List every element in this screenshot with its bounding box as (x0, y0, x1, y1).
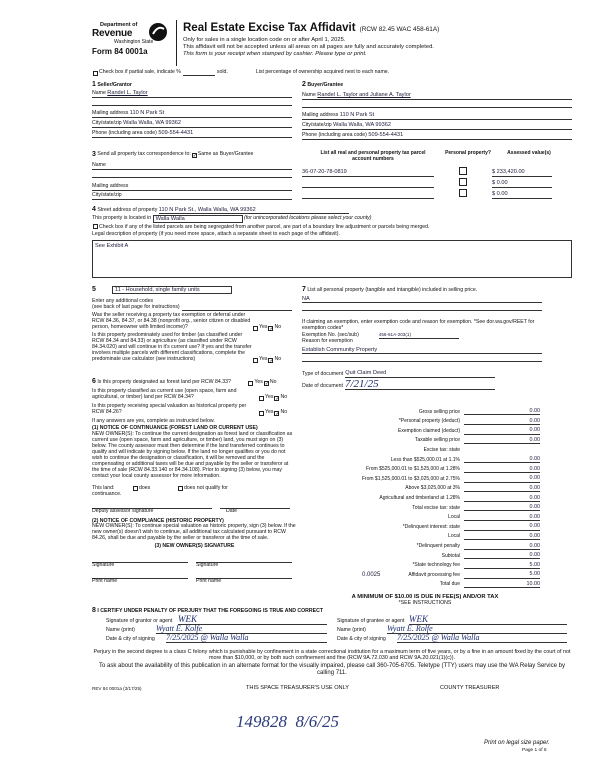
tax-label: *Personal property (deduct) (398, 418, 460, 425)
tax-row (300, 560, 540, 569)
legal-paper-note: Print on legal size paper. (484, 740, 550, 746)
grantor-date-label: Date & city of signing (106, 636, 155, 643)
personal-property-field[interactable]: NA (302, 296, 542, 303)
grantee-date-label: Date & city of signing (337, 636, 386, 643)
tax-row (300, 406, 540, 415)
buyer-phone-field[interactable]: 509-554-4431 (368, 131, 404, 138)
tax-label: Above $3,025,000 at 3% (405, 485, 460, 492)
same-as-buyer-label: Same as Buyer/Grantee (197, 151, 254, 158)
tax-label: Affidavit processing fee (408, 571, 460, 578)
dor-logo (92, 22, 176, 66)
tax-row (300, 483, 540, 492)
tax-label: From $525,000.01 to $1,525,000 at 1.28% (366, 466, 460, 473)
buyer-city-field[interactable]: Walla Walla, WA 99362 (333, 121, 391, 128)
personal-property-checkbox[interactable] (459, 178, 467, 186)
tax-label: Excise tax: state (423, 447, 460, 454)
forest-no-label: No (269, 379, 277, 386)
doc-type-field[interactable]: Quit Claim Deed (345, 370, 495, 377)
tax-value[interactable]: 0.00 (464, 418, 540, 425)
seller-name-field[interactable]: Randel L. Taylor (107, 90, 148, 97)
recording-handwritten: 149828 8/6/25 (236, 712, 339, 731)
notice1-title: (1) NOTICE OF CONTINUANCE (FOREST LAND OR CURRENT USE) (92, 424, 258, 431)
grantee-name-label: Name (print) (337, 627, 366, 634)
tax-value[interactable]: 0.00 (464, 427, 540, 434)
tax-value[interactable]: 0.00 (464, 543, 540, 550)
legal-description-field[interactable] (92, 240, 572, 278)
treasurer-use-label: THIS SPACE TREASURER'S USE ONLY (246, 685, 350, 691)
parcel-number-field[interactable]: 36-07-20-78-0819 (302, 169, 434, 176)
buyer-name-line2[interactable] (302, 100, 572, 108)
tax-row (300, 425, 540, 434)
tax-value[interactable]: 10.00 (464, 581, 540, 588)
new-owner-print1-label: Print name (92, 578, 118, 585)
exemption-no-checkbox[interactable] (268, 326, 273, 331)
dept-line3: Washington State (114, 38, 154, 45)
if-yes-note: If any answers are yes, complete as instructed below. (92, 417, 215, 424)
doc-date-label: Date of document (302, 382, 343, 389)
grantor-name-field[interactable]: Wyatt E. Kolfe (156, 625, 327, 634)
notice2-title: (2) NOTICE OF COMPLIANCE (HISTORIC PROPERTY) (92, 517, 224, 524)
timber-yes-label: Yes (259, 355, 268, 362)
parcels-col3-header: Assessed value(s) (507, 150, 551, 156)
form-number: Form 84 0001a (92, 46, 148, 56)
tax-value[interactable]: 0.00 (464, 552, 540, 559)
tax-row (300, 550, 540, 559)
parcel-row (302, 177, 572, 188)
doc-type-label: Type of document (302, 370, 344, 377)
new-owner-sig2-label: Signature (196, 562, 219, 569)
form-title: Real Estate Excise Tax Affidavit (183, 22, 356, 34)
tax-value[interactable]: 0.00 (464, 533, 540, 540)
tax-row (300, 444, 540, 453)
segregated-checkbox[interactable] (93, 224, 98, 229)
timber-no-label: No (274, 355, 282, 362)
header-note-1: Only for sales in a single location code on or after April 1, 2025. (183, 37, 346, 44)
partial-sale-label: Check box if partial sale, indicate % (99, 69, 181, 75)
correspondence-label: Send all property tax correspondence to: (97, 151, 191, 158)
assessed-value-field[interactable]: $ 233,420.00 (492, 169, 552, 176)
exemption-no-label: No (274, 323, 282, 330)
corr-city-field[interactable] (92, 193, 292, 200)
tax-value[interactable]: 5.00 (464, 562, 540, 569)
header-note-2: This affidavit will not be accepted unless all areas on all pages are fully and accurately completed. (183, 43, 434, 50)
tax-value[interactable]: 0.00 (464, 514, 540, 521)
land-use-select[interactable]: 11 - Household, single family units (112, 286, 232, 294)
tax-value[interactable]: 0.00 (464, 408, 540, 415)
correspondence-section: 3 Send all property tax correspondence to: ✓ Same as Buyer/Grantee Name Mailing address City/state/zip (92, 151, 292, 200)
additional-codes-field[interactable] (182, 306, 292, 311)
use-section: 5 11 - Household, single family units Enter any additional codes (see back of last page for instructions) Was the seller receiving a property tax exemption or deferral under RCW 84.36, 84.37, or 84.38 (nonprofit org., senior citizen or disabled person, homeowner with limited income)? Yes ✓ No Is this property predominately used for timber (as classified under RCW 84.34 and 84.33) or agriculture (as classified under RCW 84.34.020) and will continue in it's current use? If yes and the transfer involves multiple parcels with different classifications, complete the predominate use calculator (see instructions) Yes ✓ No (92, 286, 292, 363)
county-treasurer-label: COUNTY TREASURER (440, 685, 500, 691)
tax-row (300, 435, 540, 444)
availability-notice: To ask about the availability of this publication in an alternate format for the visually impaired, please call 360-705-6705. Teletype (TTY) users may use the WA Relay Service by calling 711. (99, 663, 565, 677)
historic-no-label: No (280, 408, 288, 415)
see-instructions-note: *SEE INSTRUCTIONS (398, 600, 452, 606)
current-use-no-label: No (280, 394, 288, 401)
segregated-label: Check box if any of the listed parcels are being segregated from another parcel, are part of a boundary line adjustment or parcels being merged. (99, 224, 430, 231)
tax-label: Local (448, 533, 460, 540)
parcels-col1-header: List all real and personal property tax parcel account numbers (320, 150, 426, 162)
parcels-section (302, 151, 572, 199)
current-use-yes-label: Yes (265, 394, 274, 401)
historic-question: Is this property receiving special valuation as historical property per RCW 84.26? (92, 402, 247, 415)
deputy-date-label: Date (226, 507, 237, 514)
new-owner-sig1-label: Signature (92, 562, 115, 569)
seller-mailing-label: Mailing address (92, 110, 129, 117)
corr-mailing-label: Mailing address (92, 183, 129, 190)
buyer-name-label: Name (302, 92, 316, 99)
tax-value[interactable]: 0.00 (464, 437, 540, 444)
this-land-label: This land: (92, 484, 115, 491)
grantor-sig-label: Signature of grantor or agent (106, 618, 173, 625)
notice2-body: NEW OWNER(S): To continue special valuation as historic property, sign (3) below. If the new owner(s) doesn't wish to continue, all additional tax calculated pursuant to RCW 84.26, shall be due and payable by the seller or transferor at the time of sale. (92, 523, 296, 542)
tax-row (300, 579, 540, 588)
claim-exemption-label: If claiming an exemption, enter exemption code and reason for exemption. *See dor.wa.gov/REET for exemption codes* (302, 319, 535, 332)
notice3-title: (3) NEW OWNER(S) SIGNATURE (154, 543, 235, 550)
tax-label: Less than $525,000.01 at 1.1% (390, 456, 460, 463)
property-section: 4 Street address of property 110 N Park St., Walla Walla, WA 99362 This property is located in Walla Walla (for unincorporated locations please select your county) Check box if any of the listed parcels are being segregated from another parcel, are part of a boundary line adjustment or parcels being merged. Legal description of property (if you need more space, attach a separate sheet to each page of the affidavit). See Exhibit A (92, 206, 572, 278)
seller-mailing-field[interactable]: 110 N Park St (129, 110, 165, 117)
tax-row (300, 502, 540, 511)
partial-sold-label: sold. (216, 69, 228, 75)
corr-mailing-field[interactable] (92, 184, 292, 191)
tax-value[interactable]: 0.00 (464, 456, 540, 463)
notice1-body: NEW OWNER(S): To continue the current designation as forest land or classification as current use (open space, farm and agriculture, or timber) land, you must sign on (3) below. The county assessor must then determine if the land transferred continues to qualify and will indicate by signing below. If the land no longer qualifies or you do not wish to continue the designation or classification, it will be removed and the compensating or additional taxes will be due and payable by the seller or transferor at the time of sale (RCW 84.33.140 or 84.34.108). Prior to signing (3) below, you may contact your local county assessor for more information. (92, 430, 293, 479)
seller-section: 1 Seller/Grantor Name Randel L. Taylor Mailing address 110 N Park St City/state/zip Walla Walla, WA 99362 Phone (including area code) 509-554-4431 (92, 81, 292, 138)
tax-label: Agricultural and timberland at 1.28% (379, 495, 460, 502)
additional-codes-label: Enter any additional codes (92, 298, 154, 305)
buyer-city-label: City/state/zip (302, 121, 332, 128)
seller-phone-field[interactable]: 509-554-4431 (158, 129, 194, 136)
forest-no-checkbox[interactable] (264, 381, 269, 386)
seller-phone-label: Phone (including area code) (92, 129, 157, 136)
seller-name-label: Name (92, 90, 106, 97)
assessed-value-field[interactable]: $ 0.00 (492, 180, 552, 187)
parcel-rows (302, 166, 572, 199)
parcel-row (302, 166, 572, 177)
tax-value[interactable]: 0.00 (464, 485, 540, 492)
tax-label: *State technology fee (412, 562, 460, 569)
tax-value[interactable]: 0.00 (464, 504, 540, 511)
personal-property-section: 7 List all personal property (tangible and intangible) included in selling price. NA If claiming an exemption, enter exemption code and reason for exemption. *See dor.wa.gov/REET for exemption codes* Exemption No. (sec/sub) 458-61A-203(1) Reason for exemption Establish Community Property Type of document Quit Claim Deed Date of document 7/21/25 (302, 286, 542, 390)
parcels-col2-header: Personal property? (445, 150, 491, 156)
historic-yes-checkbox[interactable] (259, 411, 264, 416)
buyer-name-field[interactable]: Randel L. Taylor and Juliane A. Taylor (317, 92, 411, 99)
tax-row (300, 473, 540, 482)
personal-property-checkbox[interactable] (459, 167, 467, 175)
exemption-question: Was the seller receiving a property tax exemption or deferral under RCW 84.36, 84.37, or 84.38 (nonprofit org., senior citizen or disabled person, homeowner with limited income)? (92, 311, 251, 330)
timber-question: Is this property predominately used for timber (as classified under RCW 84.34 and 84.33) or agriculture (as classified under RCW 84.34.020) and will continue in it's current use? If yes and the transfer involves multiple parcels with different classifications, complete the predominate use calculator (see instructions) (92, 331, 252, 362)
deputy-label: Deputy assessor signature (92, 507, 154, 514)
grantee-signature-field[interactable]: WEK (409, 615, 567, 625)
parcel-number-field[interactable] (302, 198, 434, 199)
page-number: Page 1 of 6 (522, 748, 547, 753)
land-does-checkbox[interactable] (133, 486, 138, 491)
assessed-value-field[interactable]: $ 0.00 (492, 191, 552, 198)
parcel-row (302, 188, 572, 199)
historic-yes-label: Yes (265, 408, 274, 415)
buyer-phone-label: Phone (including area code) (302, 131, 367, 138)
tax-label: From $1,525,000.01 to $3,025,000 at 2.75% (361, 475, 460, 482)
partial-percent-field[interactable] (183, 71, 215, 76)
dor-swoosh-icon (148, 22, 168, 42)
tax-value[interactable]: 0.00 (464, 475, 540, 482)
tax-label: Exemption claimed (deduct) (398, 427, 460, 434)
dept-line2: Revenue (92, 28, 133, 40)
seller-city-field[interactable]: Walla Walla, WA 99362 (123, 119, 181, 126)
minimum-due-note: A MINIMUM OF $10.00 IS DUE IN FEE(S) AND/OR TAX (351, 594, 499, 600)
exemption-no-label: Exemption No. (sec/sub) (302, 331, 359, 338)
current-use-no-checkbox[interactable] (274, 396, 279, 401)
dept-line1: Department of (100, 22, 138, 28)
buyer-section: 2 Buyer/Grantee Name Randel L. Taylor and Juliane A. Taylor Mailing address 110 N Park St City/state/zip Walla Walla, WA 99362 Phone (including area code) 509-554-4431 (302, 81, 572, 140)
forest-yes-checkbox[interactable] (248, 381, 253, 386)
perjury-notice: Perjury in the second degree is a class C felony which is punishable by confinement in a state correctional institution for a maximum term of five years, or by a fine in an amount fixed by the court of not more than $10,000, or by both such confinement and fine (RCW 9A.72.030 and RCW 9A.20.021(1)(c)). (93, 649, 571, 662)
land-does-not-label: does not qualify for (184, 484, 228, 491)
tax-label: *Delinquent penalty (416, 543, 460, 550)
tax-value[interactable]: 5.00 (464, 571, 540, 578)
legal-description-value: See Exhibit A (95, 242, 129, 249)
tax-row (300, 512, 540, 521)
corr-name-field[interactable] (92, 163, 292, 170)
local-rate: 0.0025 (362, 572, 381, 578)
tax-label: Local (448, 514, 460, 521)
grantee-sig-label: Signature of grantee or agent (337, 618, 405, 625)
forest-yes-label: Yes (254, 379, 263, 386)
current-use-yes-checkbox[interactable] (259, 396, 264, 401)
exemption-yes-label: Yes (259, 323, 268, 330)
located-note: (for unincorporated locations please select your county) (244, 215, 372, 222)
forest-section: 6 Is this property designated as forest land per RCW 84.33? Yes ✓ No Is this property classified as current use (open space, farm and agricultural, or timber) land per RCW 84.34? Yes ✓ No Is this property receiving special valuation as historical property per RCW 84.26? Yes ✓ No If any answers are yes, complete as instructed below. (1) NOTICE OF CONTINUANCE (FOREST LAND OR CURRENT USE) NEW OWNER(S): To continue the current designation as forest land or classification as current use (open space, farm and agriculture, or timber) land, you must sign on (3) below. The county assessor must then determine if the land transferred continues to qualify and will indicate by signing below. If the land no longer qualifies or you do not wish to continue the designation or classification, it will be removed and the compensating or additional taxes will be due and payable by the seller or transferor at the time of sale (RCW 84.33.140 or 84.34.108). Prior to signing (3) below, you may contact your local county assessor for more information. This land: does does not qualify for continuance. Deputy assessor signature Date (2) NOTICE OF COMPLIANCE (HISTORIC PROPERTY) NEW OWNER(S): To continue special valuation as historic property, sign (3) below. If the new owner(s) doesn't wish to continue, all additional tax calculated pursuant to RCW 84.26, shall be due and payable by the seller or transferor at the time of sale. (3) NEW OWNER(S) SIGNATURE Signature Signature Print name Print name (92, 378, 297, 585)
form-title-ref: (RCW 82.45 WAC 458-61A) (359, 26, 440, 33)
tax-value[interactable]: 0.00 (464, 466, 540, 473)
tax-row (300, 464, 540, 473)
reason-label: Reason for exemption (302, 337, 353, 344)
forest-question: Is this property designated as forest land per RCW 84.33? (97, 379, 231, 386)
continuance-label: continuance. (92, 490, 122, 497)
tax-label: Gross selling price (418, 408, 460, 415)
current-use-question: Is this property classified as current use (open space, farm and agricultural, or timber) land per RCW 84.34? (92, 388, 237, 401)
new-owner-print2-label: Print name (196, 578, 222, 585)
street-field[interactable]: 110 N Park St., Walla Walla, WA 99362 (159, 207, 349, 214)
ownership-note: List percentage of ownership acquired next to each name. (255, 69, 390, 75)
grantor-signature-field[interactable]: WEK (178, 615, 327, 625)
see-back-label: (see back of last page for instructions) (92, 304, 180, 311)
exemption-yes-checkbox[interactable] (253, 326, 258, 331)
tax-row (300, 531, 540, 540)
tax-row (300, 492, 540, 501)
grantor-name-label: Name (print) (106, 627, 135, 634)
tax-label: Total excise tax: state (412, 504, 460, 511)
certification-section: 8 I CERTIFY UNDER PENALTY OF PERJURY THAT THE FOREGOING IS TRUE AND CORRECT Signature of grantor or agent WEK Name (print) Wyatt E. Kolfe Date & city of signing 7/25/2025 @ Walla Walla Signature of grantee or agent WEK Name (print) Wyatt E. Rolfe Date & city of signing 7/25/2025 @ Walla Walla (92, 607, 572, 643)
corr-name-label: Name (92, 162, 106, 169)
located-label: This property is located in (92, 215, 152, 222)
header-note-3: This form is your receipt when stamped by cashier. Please type or print. (183, 50, 367, 57)
timber-no-checkbox[interactable] (268, 358, 273, 363)
buyer-mailing-label: Mailing address (302, 112, 339, 119)
certify-statement: I CERTIFY UNDER PENALTY OF PERJURY THAT THE FOREGOING IS TRUE AND CORRECT (97, 608, 324, 615)
rev-number: REV 84 0001a (3/17/25) (92, 686, 142, 691)
seller-title: Seller/Grantor (97, 82, 132, 88)
tax-label: Total due (439, 581, 460, 588)
tax-row (300, 416, 540, 425)
tax-value[interactable]: 0.00 (464, 495, 540, 502)
tax-label: *Delinquent interest: state (402, 523, 460, 530)
tax-row (300, 569, 540, 578)
land-does-not-checkbox[interactable] (178, 486, 183, 491)
partial-sale-checkbox[interactable] (93, 71, 98, 76)
tax-label: Subtotal (441, 552, 460, 559)
footer (92, 649, 572, 677)
parcel-number-field[interactable] (302, 187, 434, 188)
historic-no-checkbox[interactable] (274, 411, 279, 416)
buyer-title: Buyer/Grantee (307, 82, 344, 88)
land-does-label: does (139, 484, 151, 491)
exemption-no-field[interactable]: 458-61A-203(1) (379, 332, 459, 338)
header-divider (176, 20, 177, 66)
personal-property-checkbox[interactable] (459, 189, 467, 197)
seller-name-line2[interactable] (92, 98, 292, 106)
located-select[interactable]: Walla Walla (153, 215, 243, 223)
tax-value[interactable]: 0.00 (464, 523, 540, 530)
timber-yes-checkbox[interactable] (253, 358, 258, 363)
legal-label: Legal description of property (if you need more space, attach a separate sheet to each page of the affidavit). (92, 231, 340, 238)
tax-row (300, 540, 540, 549)
reason-field[interactable]: Establish Community Property (302, 347, 542, 354)
doc-date-field[interactable]: 7/21/25 (345, 379, 495, 390)
corr-city-label: City/state/zip (92, 191, 122, 198)
grantee-date-field[interactable]: 7/25/2025 @ Walla Walla (397, 634, 567, 643)
tax-label: Taxable selling price (414, 437, 460, 444)
street-label: Street address of property (97, 207, 158, 214)
tax-row (300, 454, 540, 463)
tax-row (300, 521, 540, 530)
buyer-mailing-field[interactable]: 110 N Park St (339, 112, 375, 119)
same-as-buyer-checkbox[interactable] (192, 153, 197, 158)
personal-property-label: List all personal property (tangible and intangible) included in selling price. (307, 287, 478, 293)
grantee-name-field[interactable]: Wyatt E. Rolfe (387, 625, 567, 634)
grantor-date-field[interactable]: 7/25/2025 @ Walla Walla (166, 634, 327, 643)
seller-city-label: City/state/zip (92, 119, 122, 126)
